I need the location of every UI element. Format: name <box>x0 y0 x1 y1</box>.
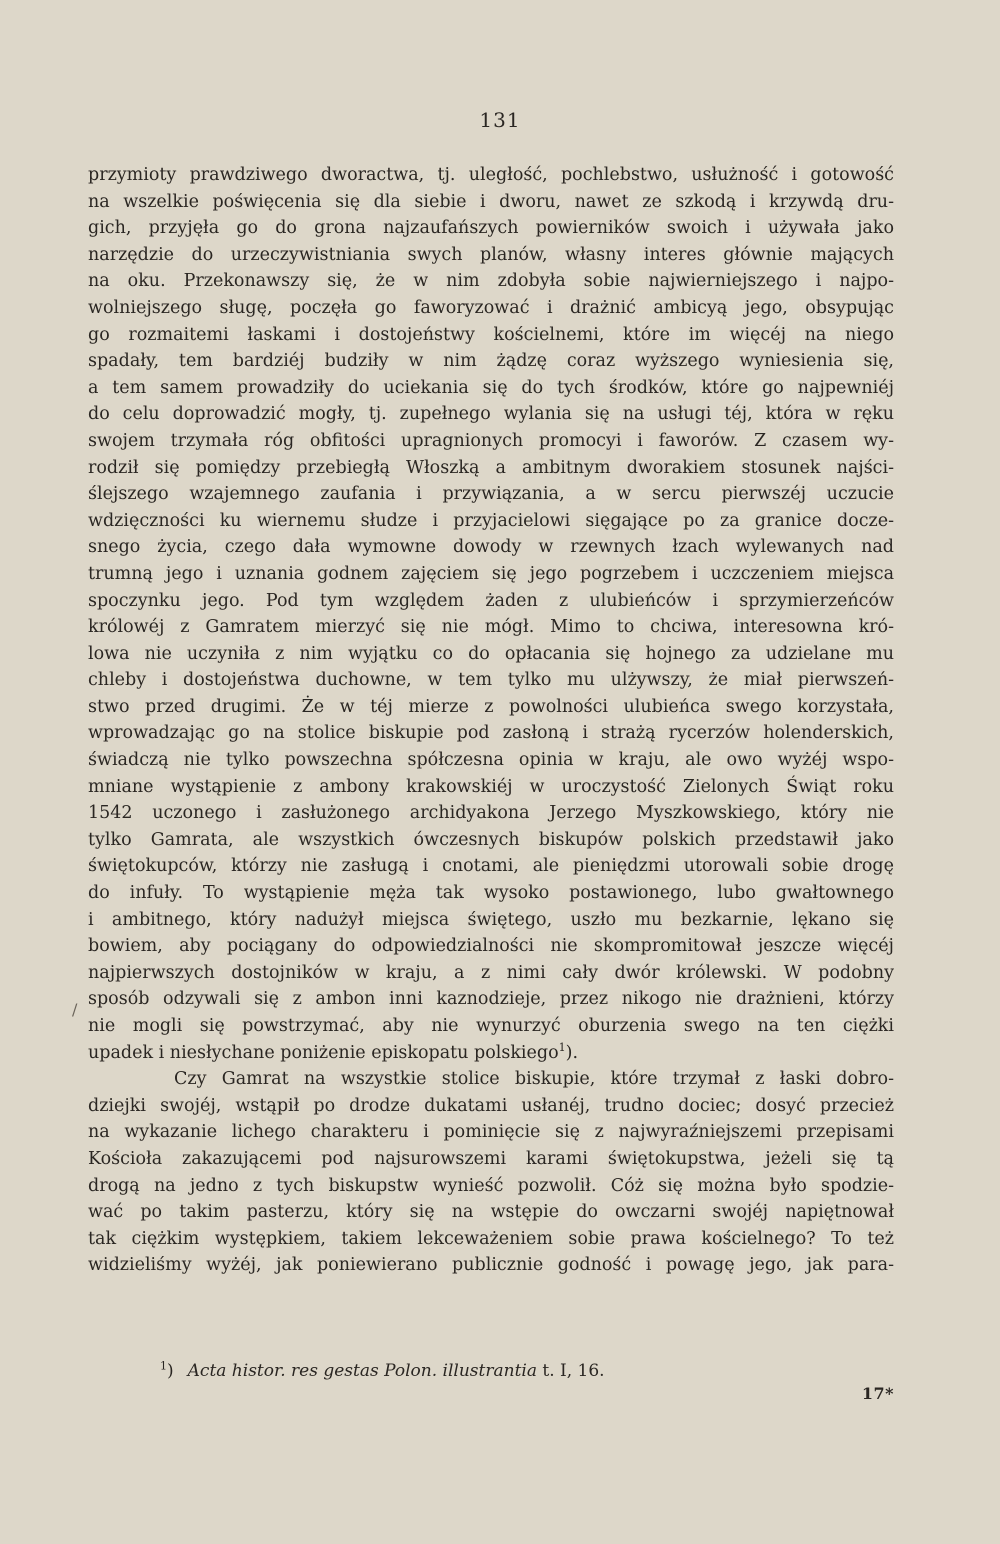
text-line: na wszelkie poświęcenia się dla siebie i dworu, nawet ze szkodą i krzywdą dru- <box>88 191 894 212</box>
text-line: do celu doprowadzić mogły, tj. zupełnego wylania się na usługi téj, która w ręku <box>88 404 894 425</box>
text-line: lowa nie uczyniła z nim wyjątku co do opłacania się hojnego za udzielane mu <box>88 643 894 664</box>
body-text <box>88 162 894 1279</box>
text-line: trumną jego i uznania godnem zajęciem się jego pogrzebem i uczczeniem miejsca <box>88 563 894 584</box>
footnote-mark-paren: ) <box>167 1361 174 1381</box>
text-line: spadały, tem bardziéj budziły w nim żądzę coraz wyższego wyniesienia się, <box>88 351 894 372</box>
text-line: drogą na jedno z tych biskupstw wynieść pozwolił. Cóż się można było spodzie- <box>88 1175 894 1196</box>
text-line: na wykazanie lichego charakteru i pominięcie się z najwyraźniejszemi przepisami <box>88 1122 894 1143</box>
text-line: dziejki swojéj, wstąpił po drodze dukatami usłanéj, trudno dociec; dosyć przecież <box>88 1095 894 1116</box>
text-line: tylko Gamrata, ale wszystkich ówczesnych biskupów polskich przedstawił jako <box>88 829 894 850</box>
footnote-mark <box>160 1361 174 1381</box>
text-line-last-end: ). <box>565 1042 579 1063</box>
margin-mark: / <box>72 1000 78 1019</box>
text-line: sposób odzywali się z ambon inni kaznodzieje, przez nikogo nie drażnieni, którzy <box>88 989 894 1010</box>
text-line: i ambitnego, który nadużył miejsca świętego, uszło mu bezkarnie, lękano się <box>88 909 894 930</box>
text-line: Czy Gamrat na wszystkie stolice biskupie, które trzymał z łaski dobro- <box>174 1069 894 1090</box>
text-line: świętokupców, którzy nie zasługą i cnotami, ale pieniędzmi utorowali sobie drogę <box>88 856 894 877</box>
text-line: wprowadzając go na stolice biskupie pod zasłoną i strażą rycerzów holenderskich, <box>88 723 894 744</box>
paragraph-1 <box>88 162 894 1066</box>
paragraph-2 <box>88 1066 894 1279</box>
text-line: go rozmaitemi łaskami i dostojeństwy kościelnemi, które im więcéj na niego <box>88 324 894 345</box>
page-number: 131 <box>479 108 521 132</box>
text-line: chleby i dostojeństwa duchowne, w tem tylko mu ulżywszy, że miał pierwszeń- <box>88 670 894 691</box>
text-line: wać po takim pasterzu, który się na wstępie do owczarni swojéj napiętnował <box>88 1202 894 1223</box>
text-line: nie mogli się powstrzymać, aby nie wynurzyć oburzenia swego na ten ciężki <box>88 1016 894 1036</box>
text-line: mniane wystąpienie z ambony krakowskiéj w uroczystość Zielonych Świąt roku <box>88 776 894 797</box>
footnote-source-title: Acta histor. res gestas Polon. illustrantia <box>187 1361 537 1381</box>
text-line: spoczynku jego. Pod tym względem żaden z ulubieńców i sprzymierzeńców <box>88 590 894 611</box>
text-line: stwo przed drugimi. Że w téj mierze z powolności ulubieńca swego korzystała, <box>88 696 894 717</box>
text-line: przymioty prawdziwego dworactwa, tj. uległość, pochlebstwo, usłużność i gotowość <box>88 165 894 185</box>
text-line: bowiem, aby pociągany do odpowiedzialności nie skompromitował jeszcze więcéj <box>88 936 894 957</box>
footnote-reference-mark: 1 <box>558 1040 566 1054</box>
footnote-reference: t. I, 16. <box>536 1361 605 1381</box>
text-line: 1542 uczonego i zasłużonego archidyakona Jerzego Myszkowskiego, który nie <box>88 803 894 824</box>
text-line-last-body: upadek i niesłychane poniżenie episkopatu polskiego <box>88 1042 559 1063</box>
text-line: Kościoła zakazującemi pod najsurowszemi karami świętokupstwa, jeżeli się tą <box>88 1148 894 1169</box>
text-line: widzieliśmy wyżéj, jak poniewierano publicznie godność i powagę jego, jak para- <box>88 1255 894 1276</box>
printer-signature-mark: 17* <box>861 1384 894 1403</box>
text-line: ślejszego wzajemnego zaufania i przywiązania, a w sercu pierwszéj uczucie <box>88 484 894 505</box>
text-line: wolniejszego sługę, poczęła go faworyzować i drażnić ambicyą jego, obsypując <box>88 297 894 318</box>
text-line: do infuły. To wystąpienie męża tak wysoko postawionego, lubo gwałtownego <box>88 883 894 904</box>
text-line: najpierwszych dostojników w kraju, a z nimi cały dwór królewski. W podobny <box>88 962 894 983</box>
text-line: gich, przyjęła go do grona najzaufańszych powierników swoich i używała jako <box>88 218 894 239</box>
text-line: wdzięczności ku wiernemu słudze i przyjacielowi sięgające po za granice docze- <box>88 510 894 531</box>
text-line: tak ciężkim występkiem, takiem lekceważeniem sobie prawa kościelnego? To też <box>88 1228 894 1249</box>
footnote <box>160 1358 860 1384</box>
text-line-last <box>88 1040 894 1067</box>
text-line: swojem trzymała róg obfitości upragnionych promocyi i faworów. Z czasem wy- <box>88 430 894 451</box>
text-line: rodził się pomiędzy przebiegłą Włoszką a ambitnym dworakiem stosunek najści- <box>88 457 894 478</box>
text-line: królowéj z Gamratem mierzyć się nie mógł. Mimo to chciwa, interesowna kró- <box>88 617 894 638</box>
text-line: na oku. Przekonawszy się, że w nim zdobyła sobie najwierniejszego i najpo- <box>88 271 894 292</box>
text-line: snego życia, czego dała wymowne dowody w rzewnych łzach wylewanych nad <box>88 537 894 558</box>
footnote-mark-number: 1 <box>160 1359 167 1373</box>
text-line: świadczą nie tylko powszechna spółczesna opinia w kraju, ale owo wyżéj wspo- <box>88 750 894 771</box>
text-line: a tem samem prowadziły do uciekania się do tych środków, które go najpewniéj <box>88 377 894 398</box>
text-line: narzędzie do urzeczywistniania swych planów, własny interes głównie mających <box>88 244 894 265</box>
